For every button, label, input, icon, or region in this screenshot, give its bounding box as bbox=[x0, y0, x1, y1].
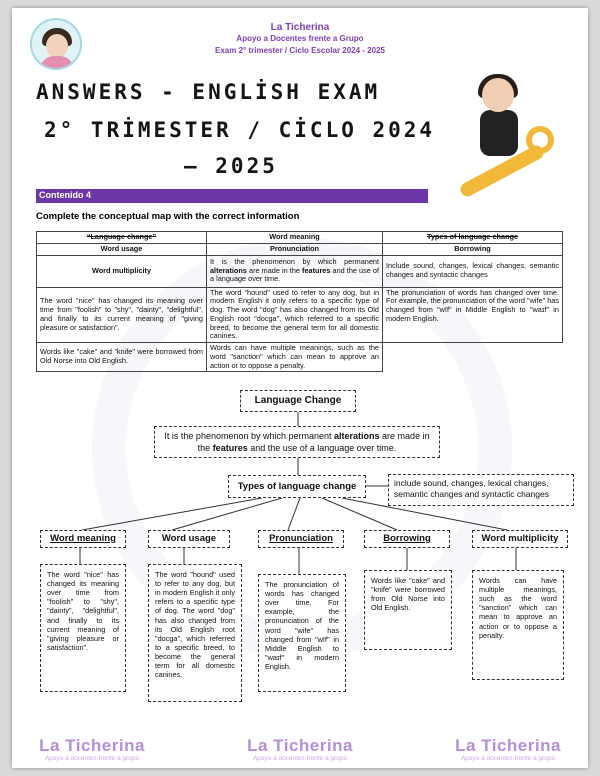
table-cell: Word multiplicity bbox=[91, 265, 152, 275]
table-cell: Word meaning bbox=[269, 232, 320, 241]
instruction-text: Complete the conceptual map with the correct information bbox=[36, 211, 300, 222]
table-cell: Types of language change bbox=[426, 232, 519, 241]
table-cell-definition: It is the phenomenon by which permanent alterations are made in the features and the use of a language over time. bbox=[207, 255, 383, 287]
leaf-borrowing: Words like "cake" and "knife" were borrowed from Old Norse into Old English. bbox=[364, 570, 452, 650]
footer-logo-left: La Ticherina Apoyo a docentes frente a grupo bbox=[39, 736, 145, 762]
category-word-usage: Word usage bbox=[148, 530, 230, 548]
document-page bbox=[12, 8, 588, 768]
leaf-word-usage: The word "hound" used to refer to any dog, but in modern English it only refers to a specific type of dog. The word "dog" has also changed from its Old English root "docga", which referred to a specific breed, to become the general term for all domestic canines. bbox=[148, 564, 242, 702]
table-cell: Borrowing bbox=[454, 243, 491, 253]
map-definition-box: It is the phenomenon by which permanent alterations are made in the features and the use of a language over time. bbox=[154, 426, 440, 458]
header-brand: La Ticherina bbox=[270, 22, 330, 33]
table-cell: The word "hound" used to refer to any dog, but in modern English it only refers to a specific type of dog. The word "dog" has also changed from its Old English root "docga", which referred to a specific breed, to become the general term for all domestic canines. bbox=[210, 287, 379, 341]
table-cell: Words can have multiple meanings, such as the word "sanction" which can mean to approve an action or to oppose a penalty. bbox=[210, 343, 379, 370]
table-cell: The word "nice" has changed its meaning over time from "foolish" to "shy", "dainty", "delightful", and finally to its current meaning of "giving pleasure or satisfaction". bbox=[40, 296, 203, 332]
table-cell: The pronunciation of words has changed over time. For example, the pronunciation of the word "wife" has changed from "wīf" in Middle English to "waɪf" in modern English. bbox=[386, 287, 559, 323]
leaf-pronunciation: The pronunciation of words has changed over time. For example, the pronunciation of the word "wife" has changed from "wīf" in Middle English to "waɪf" in modern English. bbox=[258, 574, 346, 692]
title-line-1: ANSWERS - ENGLİSH EXAM bbox=[36, 80, 381, 104]
map-side-note-box bbox=[388, 474, 574, 506]
section-label: Contenido 4 bbox=[39, 190, 91, 200]
leaf-word-multiplicity: Words can have multiple meanings, such as the word "sanction" which can mean to approve an action or to oppose a penalty. bbox=[472, 570, 564, 680]
map-root-label: Language Change bbox=[254, 395, 342, 406]
footer-logo-right: La Ticherina Apoyo a docentes frente a grupo bbox=[455, 736, 561, 762]
footer-logo-center: La Ticherina Apoyo a docentes frente a grupo bbox=[247, 736, 353, 762]
leaf-word-meaning: The word "nice" has changed its meaning over time from "foolish" to "shy", "dainty", "delightful", and finally to its current meaning of "giving pleasure or satisfaction". bbox=[40, 564, 126, 692]
map-side-note: include sound, changes, lexical changes, semantic changes and syntactic changes bbox=[394, 478, 549, 500]
title-line-2: 2° TRİMESTER / CİCLO 2024 bbox=[44, 118, 436, 142]
table-cell: “Language change” bbox=[86, 232, 157, 241]
header-exam-line: Exam 2° trimester / Ciclo Escolar 2024 - 2025 bbox=[215, 46, 385, 55]
title-line-3: – 2025 bbox=[184, 154, 278, 178]
map-types-label: Types of language change bbox=[237, 481, 357, 492]
table-cell: Include sound, changes, lexical changes, semantic changes and syntactic changes bbox=[386, 261, 559, 279]
map-root-box bbox=[240, 390, 356, 412]
table-cell: Word usage bbox=[100, 243, 143, 253]
map-types-box bbox=[228, 475, 366, 498]
table-cell: Words like "cake" and "knife" were borrowed from Old Norse into Old English. bbox=[40, 347, 203, 366]
header-subtitle: Apoyo a Docentes frente a Grupo bbox=[236, 34, 364, 43]
category-pronunciation: Pronunciation bbox=[258, 530, 344, 548]
category-word-meaning: Word meaning bbox=[40, 530, 126, 548]
category-word-multiplicity: Word multiplicity bbox=[472, 530, 568, 548]
table-cell: Pronunciation bbox=[269, 243, 320, 253]
category-borrowing: Borrowing bbox=[364, 530, 450, 548]
